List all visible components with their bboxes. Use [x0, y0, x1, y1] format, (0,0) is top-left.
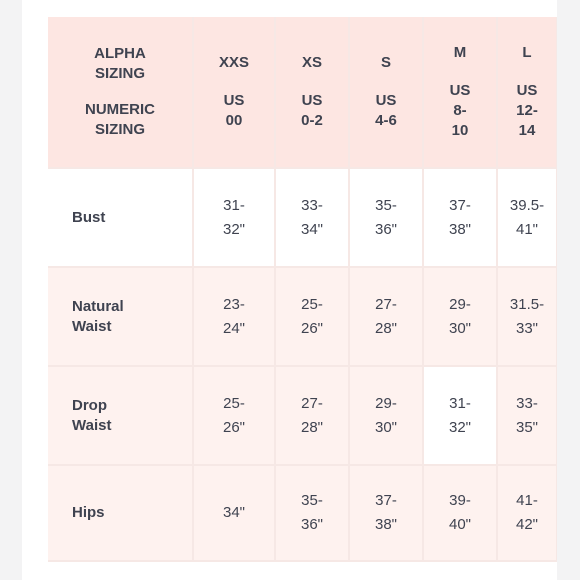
- cell-line: 35": [515, 418, 538, 436]
- cell-line: 26": [222, 418, 245, 436]
- cell-line: 40": [448, 516, 471, 533]
- size-header-m: [424, 17, 498, 169]
- numeric-size-line: 00: [225, 112, 243, 129]
- alpha-sizing-label: ALPHA SIZING: [94, 45, 146, 82]
- row-label-bust: [48, 169, 194, 268]
- cell-line: 38": [448, 220, 471, 238]
- numeric-size-line: US: [375, 92, 397, 109]
- table-cell: [194, 466, 276, 562]
- cell-line: 32": [222, 220, 245, 238]
- cell-line: 34": [222, 504, 245, 521]
- cell-line: 35-: [301, 492, 323, 509]
- cell-line: 29-: [375, 394, 397, 412]
- cell-line: 30": [374, 418, 397, 436]
- row-label-drop-waist: [48, 367, 194, 466]
- cell-line: 33-: [516, 394, 538, 412]
- cell-line: 31-: [223, 196, 245, 214]
- cell-line: 42": [515, 516, 538, 533]
- cell-line: 37-: [375, 492, 397, 509]
- numeric-size-line: 10: [451, 122, 469, 139]
- numeric-size-line: 12-: [516, 102, 538, 119]
- numeric-size-line: 8-: [453, 102, 467, 119]
- cell-line: 27-: [375, 295, 397, 313]
- table-cell: [276, 466, 350, 562]
- numeric-size-line: 4-6: [375, 112, 397, 129]
- cell-line: 29-: [449, 295, 471, 313]
- numeric-size-line: 14: [518, 122, 536, 139]
- cell-line: 33": [515, 319, 538, 337]
- size-header-l: [498, 17, 557, 169]
- cell-line: 32": [448, 418, 471, 436]
- row-label: Natural Waist: [72, 297, 124, 335]
- size-header-xxs: [194, 17, 276, 169]
- alpha-size: XXS: [218, 54, 249, 71]
- alpha-size: L: [522, 44, 532, 61]
- cell-line: 36": [300, 516, 323, 533]
- cell-line: 31.5-: [509, 295, 545, 313]
- row-label-hips: [48, 466, 194, 562]
- table-cell: [424, 367, 498, 466]
- numeric-size-line: US: [516, 82, 538, 99]
- cell-line: 39.5-: [509, 196, 545, 214]
- left-margin: [0, 0, 22, 580]
- table-cell: [276, 268, 350, 367]
- cell-line: 25-: [301, 295, 323, 313]
- row-label-natural-waist: [48, 268, 194, 367]
- table-cell: [424, 466, 498, 562]
- size-chart-page: [22, 0, 557, 580]
- cell-line: 35-: [375, 196, 397, 214]
- cell-line: 37-: [449, 196, 471, 214]
- table-cell: [276, 169, 350, 268]
- table-cell: [350, 268, 424, 367]
- alpha-size: M: [453, 44, 467, 61]
- table-cell: [194, 169, 276, 268]
- cell-line: 23-: [223, 295, 245, 313]
- table-cell: [350, 169, 424, 268]
- table-cell: [424, 268, 498, 367]
- numeric-size-line: 0-2: [301, 112, 323, 129]
- cell-line: 24": [222, 319, 245, 337]
- row-label: Bust: [72, 208, 106, 226]
- cell-line: 28": [374, 319, 397, 337]
- table-cell: [350, 367, 424, 466]
- cell-line: 39-: [449, 492, 471, 509]
- cell-line: 33-: [301, 196, 323, 214]
- table-cell: [350, 466, 424, 562]
- numeric-size-line: US: [301, 92, 323, 109]
- table-cell: [276, 367, 350, 466]
- right-margin: [557, 0, 580, 580]
- cell-line: 25-: [223, 394, 245, 412]
- size-header-s: [350, 17, 424, 169]
- numeric-size-line: US: [223, 92, 245, 109]
- cell-line: 41-: [516, 492, 538, 509]
- size-header-xs: [276, 17, 350, 169]
- table-cell: [498, 367, 557, 466]
- table-cell: [498, 169, 557, 268]
- numeric-size-line: US: [449, 82, 471, 99]
- cell-line: 27-: [301, 394, 323, 412]
- row-label: Drop Waist: [72, 396, 112, 434]
- table-cell: [424, 169, 498, 268]
- table-cell: [498, 268, 557, 367]
- numeric-sizing-label: NUMERIC SIZING: [85, 101, 155, 138]
- cell-line: 31-: [449, 394, 471, 412]
- table-cell: [498, 466, 557, 562]
- alpha-size: XS: [301, 54, 322, 71]
- table-cell: [194, 268, 276, 367]
- cell-line: 30": [448, 319, 471, 337]
- row-label: Hips: [72, 504, 105, 521]
- header-label-cell: [48, 17, 194, 169]
- size-chart-table: [48, 17, 557, 562]
- cell-line: 41": [515, 220, 538, 238]
- cell-line: 26": [300, 319, 323, 337]
- alpha-size: S: [380, 54, 391, 71]
- cell-line: 34": [300, 220, 323, 238]
- cell-line: 38": [374, 516, 397, 533]
- cell-line: 36": [374, 220, 397, 238]
- cell-line: 28": [300, 418, 323, 436]
- table-cell: [194, 367, 276, 466]
